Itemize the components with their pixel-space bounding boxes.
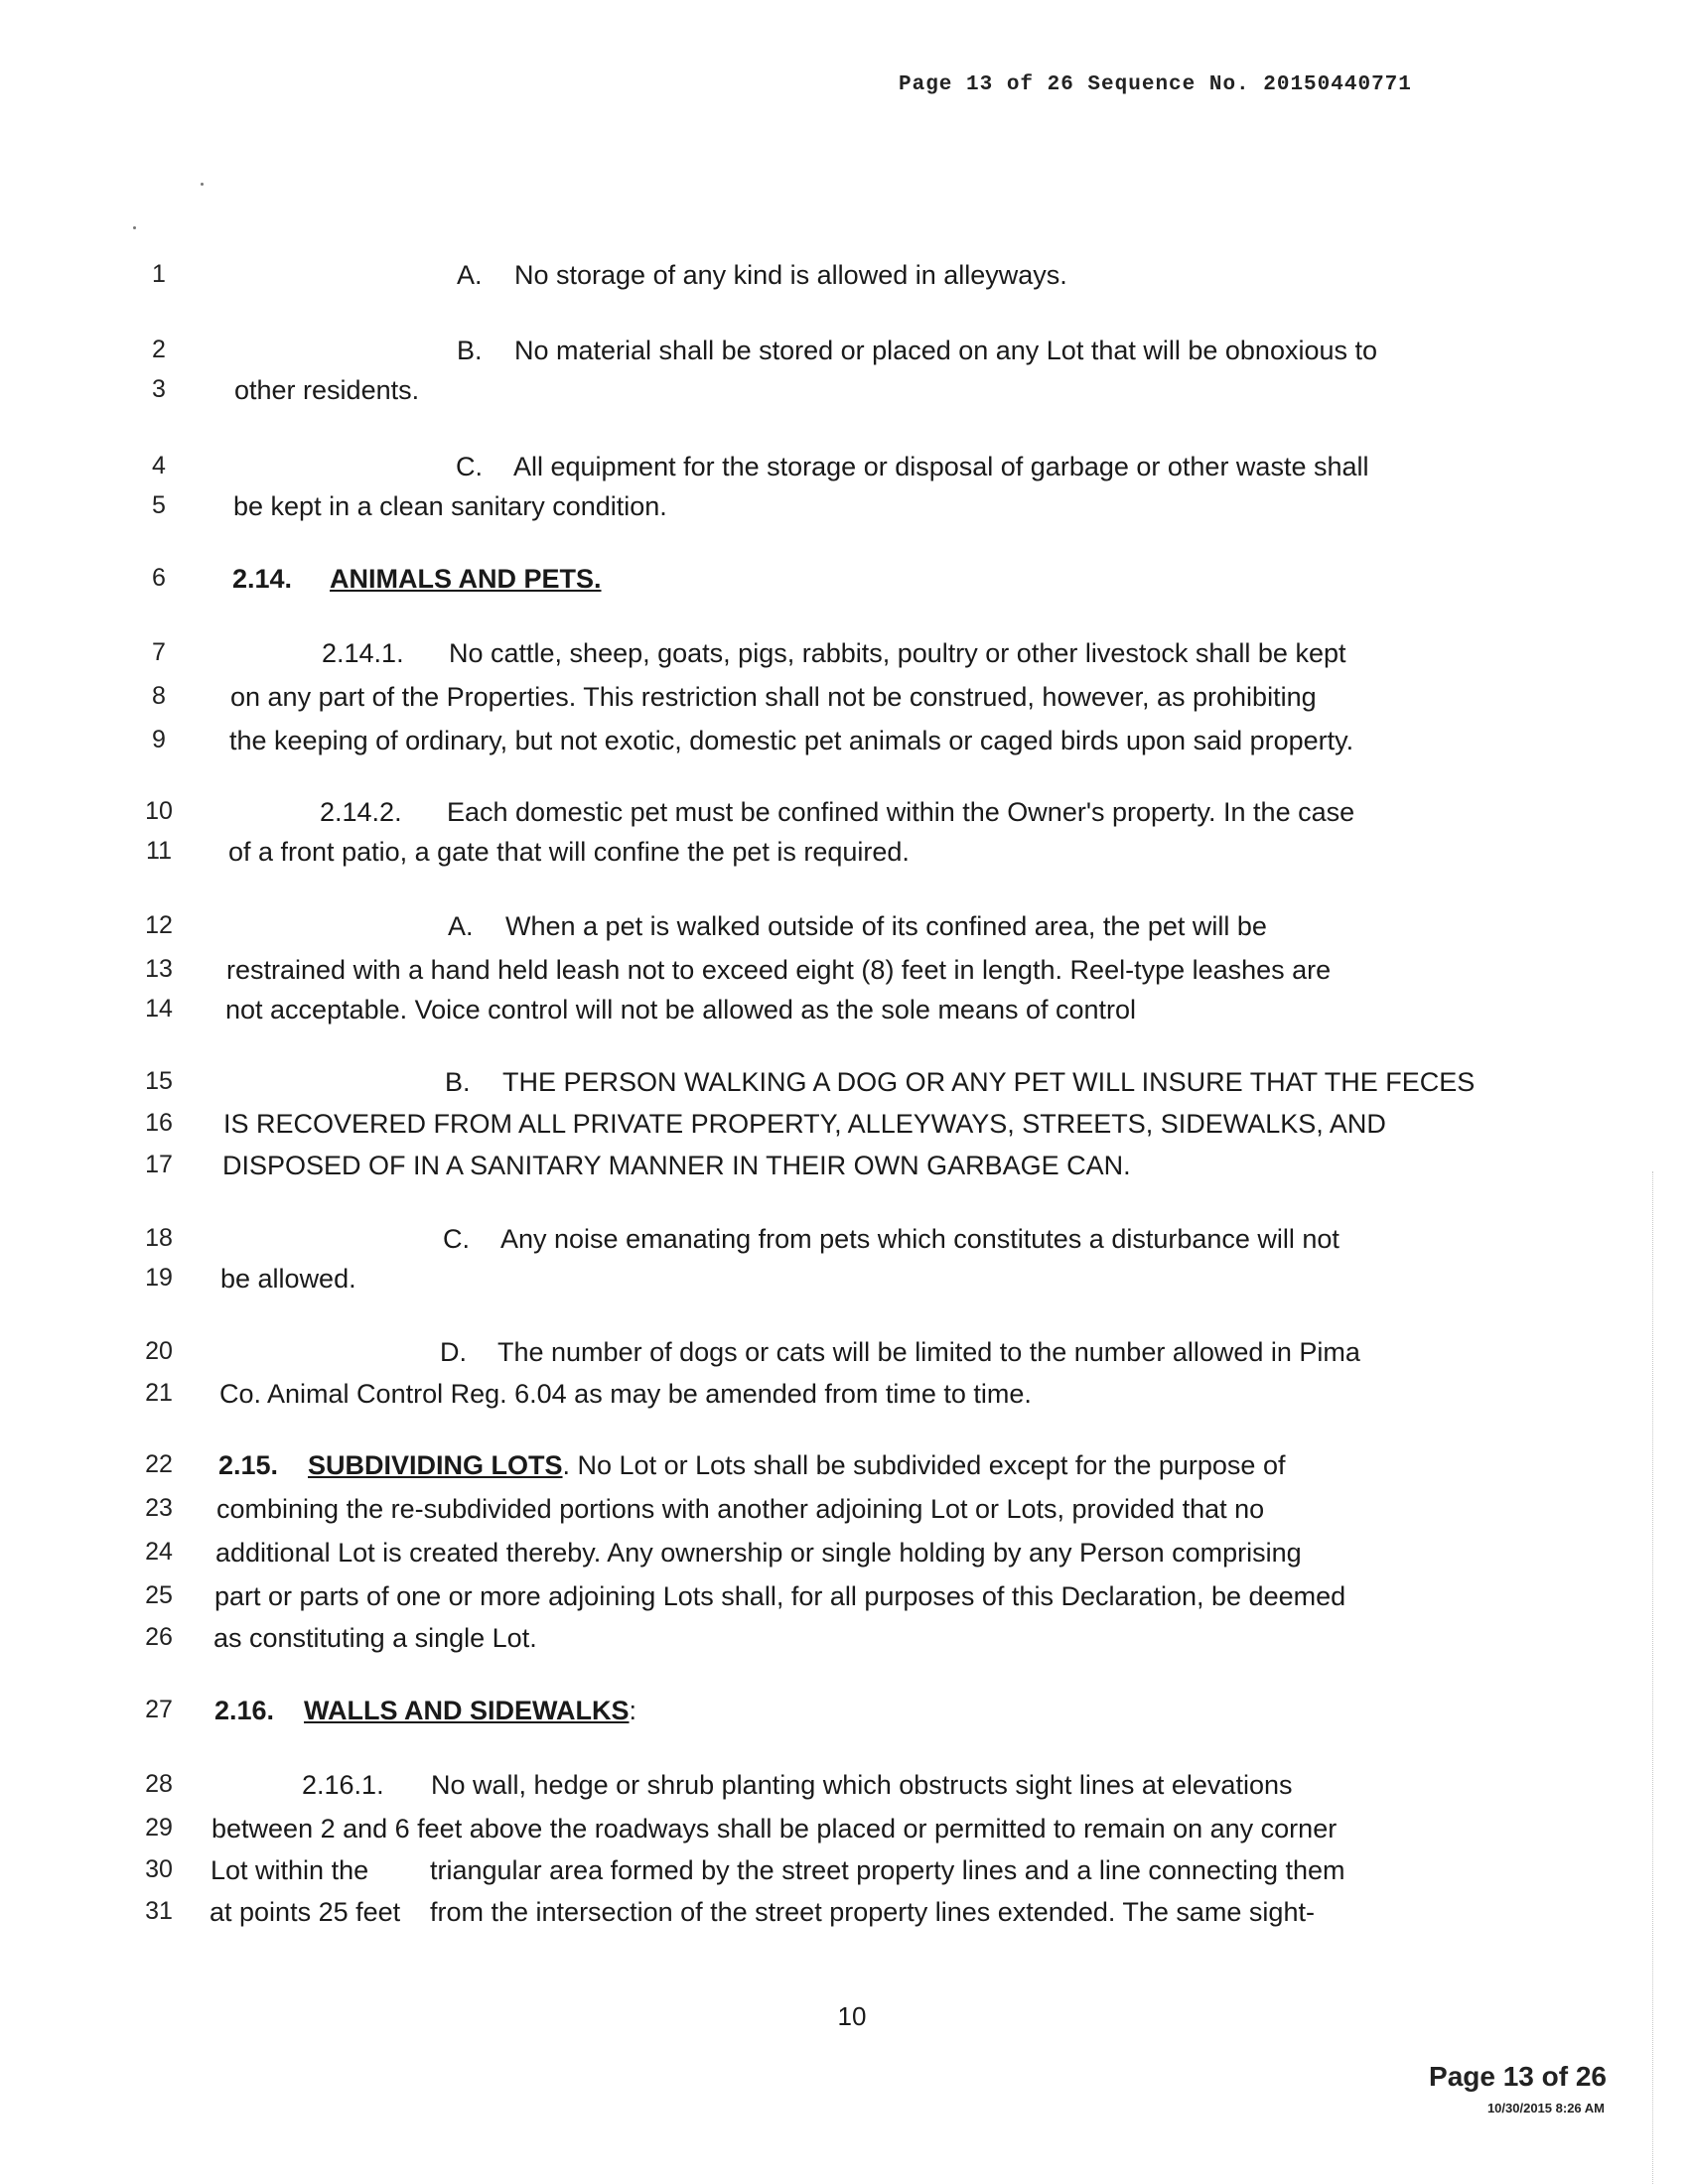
line-number: 4 <box>152 452 166 479</box>
line-number: 27 <box>145 1696 173 1723</box>
line-number: 13 <box>145 955 173 983</box>
line-text: combining the re-subdivided portions with another adjoining Lot or Lots, provided that no <box>216 1494 1265 1524</box>
item-label: A. <box>448 911 474 941</box>
line-number: 21 <box>145 1379 173 1407</box>
line-text: other residents. <box>234 375 420 405</box>
line-number: 29 <box>145 1814 173 1842</box>
line-text: No storage of any kind is allowed in alleyways. <box>514 260 1067 290</box>
line-text: No wall, hedge or shrub planting which obstructs sight lines at elevations <box>431 1770 1293 1800</box>
line-text: of a front patio, a gate that will confine the pet is required. <box>228 837 910 867</box>
section-number: 2.16. <box>214 1696 275 1725</box>
line-number: 5 <box>152 491 166 519</box>
scan-edge-artifact <box>1652 1171 1655 2184</box>
section-heading <box>232 564 602 595</box>
section-title: ANIMALS AND PETS. <box>330 564 602 594</box>
line-number: 25 <box>145 1581 173 1609</box>
section-heading <box>218 1450 1285 1481</box>
section-heading <box>214 1696 636 1726</box>
recorder-date-stamp: 10/30/2015 8:26 AM <box>1486 2101 1605 2116</box>
section-number: 2.14. <box>232 564 293 594</box>
line-number: 16 <box>145 1109 173 1137</box>
section-number: 2.15. <box>218 1450 279 1480</box>
line-text-cont: triangular area formed by the street property lines and a line connecting them <box>430 1855 1345 1885</box>
line-number: 12 <box>145 911 173 939</box>
line-text: as constituting a single Lot. <box>213 1623 537 1653</box>
line-text: between 2 and 6 feet above the roadways shall be placed or permitted to remain on any corner <box>212 1814 1338 1843</box>
text-line <box>320 797 1354 828</box>
text-line <box>322 638 1345 669</box>
line-number: 24 <box>145 1538 173 1566</box>
item-label: B. <box>457 336 483 365</box>
line-text: be kept in a clean sanitary condition. <box>233 491 667 521</box>
line-text: additional Lot is created thereby. Any ownership or single holding by any Person comprising <box>215 1538 1302 1568</box>
line-text: : <box>629 1696 637 1725</box>
line-text: IS RECOVERED FROM ALL PRIVATE PROPERTY, ALLEYWAYS, STREETS, SIDEWALKS, AND <box>223 1109 1386 1139</box>
line-number: 23 <box>145 1494 173 1522</box>
line-number: 14 <box>145 995 173 1023</box>
scan-speck <box>201 183 204 186</box>
line-number: 9 <box>152 726 166 753</box>
line-text: All equipment for the storage or disposal of garbage or other waste shall <box>513 452 1369 481</box>
line-number: 18 <box>145 1224 173 1252</box>
line-number: 6 <box>152 564 166 592</box>
item-label: 2.14.1. <box>322 638 404 668</box>
recording-header: Page 13 of 26 Sequence No. 20150440771 <box>899 73 1412 96</box>
section-title: WALLS AND SIDEWALKS <box>304 1696 630 1725</box>
line-number: 11 <box>146 837 172 865</box>
text-line <box>210 1897 1315 1928</box>
line-text: not acceptable. Voice control will not be allowed as the sole means of control <box>225 995 1137 1024</box>
line-number: 19 <box>145 1264 173 1292</box>
item-label: B. <box>445 1067 471 1097</box>
line-text: . No Lot or Lots shall be subdivided except for the purpose of <box>562 1450 1286 1480</box>
line-text: part or parts of one or more adjoining Lots shall, for all purposes of this Declaration, be deemed <box>214 1581 1346 1611</box>
line-number: 3 <box>152 375 166 403</box>
line-text: THE PERSON WALKING A DOG OR ANY PET WILL INSURE THAT THE FECES <box>502 1067 1476 1097</box>
line-number: 30 <box>145 1855 173 1883</box>
line-number: 17 <box>145 1151 173 1178</box>
line-text: be allowed. <box>220 1264 356 1294</box>
line-text: Any noise emanating from pets which constitutes a disturbance will not <box>500 1224 1340 1254</box>
line-text: No material shall be stored or placed on any Lot that will be obnoxious to <box>514 336 1378 365</box>
text-line <box>443 1224 1340 1255</box>
line-text: restrained with a hand held leash not to exceed eight (8) feet in length. Reel-type leashes are <box>226 955 1332 985</box>
line-number: 26 <box>145 1623 173 1651</box>
item-label: 2.14.2. <box>320 797 402 827</box>
line-number: 20 <box>145 1337 173 1365</box>
line-number: 2 <box>152 336 166 363</box>
line-number: 31 <box>145 1897 173 1925</box>
line-text: Co. Animal Control Reg. 6.04 as may be amended from time to time. <box>219 1379 1032 1409</box>
item-label: C. <box>443 1224 470 1254</box>
line-text: The number of dogs or cats will be limited to the number allowed in Pima <box>497 1337 1360 1367</box>
text-line <box>456 452 1369 482</box>
item-label: C. <box>456 452 483 481</box>
text-line <box>440 1337 1360 1368</box>
text-line <box>302 1770 1292 1801</box>
section-title: SUBDIVIDING LOTS <box>308 1450 563 1480</box>
line-number: 28 <box>145 1770 173 1798</box>
line-number: 15 <box>145 1067 173 1095</box>
text-line <box>457 336 1377 366</box>
page-number: 10 <box>837 2001 867 2031</box>
line-text: on any part of the Properties. This restriction shall not be construed, however, as prohibiting <box>230 682 1317 712</box>
text-line <box>211 1855 1345 1886</box>
line-text: at points 25 feet <box>210 1897 401 1927</box>
recorder-page-stamp: Page 13 of 26 <box>1429 2061 1607 2092</box>
line-text: the keeping of ordinary, but not exotic, domestic pet animals or caged birds upon said property. <box>229 726 1354 755</box>
line-text: Lot within the <box>211 1855 369 1885</box>
line-number: 7 <box>152 638 166 666</box>
scan-speck <box>133 226 136 229</box>
line-number: 1 <box>152 260 166 288</box>
line-number: 8 <box>152 682 166 710</box>
line-text: Each domestic pet must be confined within the Owner's property. In the case <box>447 797 1355 827</box>
item-label: 2.16.1. <box>302 1770 384 1800</box>
line-text: No cattle, sheep, goats, pigs, rabbits, poultry or other livestock shall be kept <box>449 638 1346 668</box>
line-text-cont: from the intersection of the street property lines extended. The same sight- <box>430 1897 1315 1927</box>
line-text: When a pet is walked outside of its confined area, the pet will be <box>505 911 1267 941</box>
item-label: D. <box>440 1337 467 1367</box>
text-line <box>445 1067 1475 1098</box>
item-label: A. <box>457 260 483 290</box>
line-number: 22 <box>145 1450 173 1478</box>
text-line <box>448 911 1267 942</box>
text-line <box>457 260 1067 291</box>
line-number: 10 <box>145 797 173 825</box>
line-text: DISPOSED OF IN A SANITARY MANNER IN THEIR OWN GARBAGE CAN. <box>222 1151 1131 1180</box>
